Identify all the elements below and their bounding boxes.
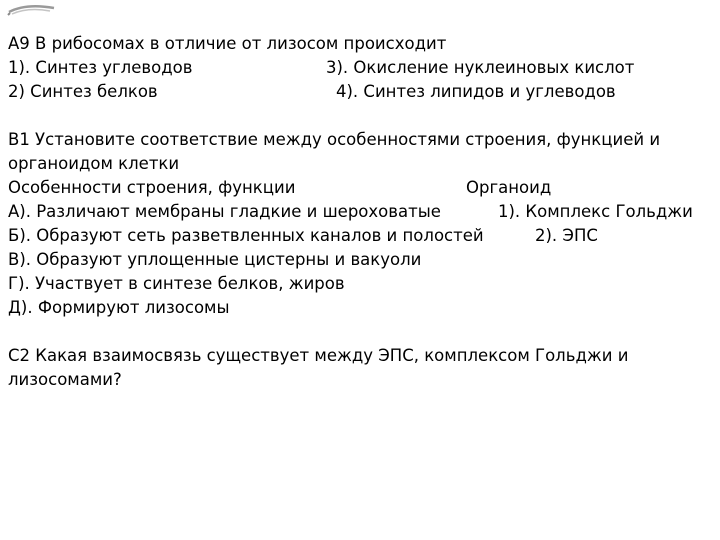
b1-item-g: Г). Участвует в синтезе белков, жиров <box>8 274 345 293</box>
c2-question-line-2: лизосомами? <box>8 370 122 389</box>
a9-option-4: 4). Синтез липидов и углеводов <box>336 82 616 101</box>
b1-organoid-1: 1). Комплекс Гольджи <box>498 202 693 221</box>
a9-option-1: 1). Синтез углеводов <box>8 58 193 77</box>
a9-option-3: 3). Окисление нуклеиновых кислот <box>326 58 635 77</box>
c2-question-line-1: С2 Какая взаимосвязь существует между ЭПС, комплексом Гольджи и <box>8 346 629 365</box>
b1-header-organoid: Органоид <box>466 178 552 197</box>
a9-question: А9 В рибосомах в отличие от лизосом происходит <box>8 34 447 53</box>
logo-swoosh-icon <box>6 2 56 18</box>
b1-question-line-1: В1 Установите соответствие между особенностями строения, функцией и <box>8 130 661 149</box>
b1-item-v: В). Образуют уплощенные цистерны и вакуоли <box>8 250 422 269</box>
b1-header-features: Особенности строения, функции <box>8 178 296 197</box>
b1-item-a: А). Различают мембраны гладкие и шероховатые <box>8 202 441 221</box>
b1-item-b: Б). Образуют сеть разветвленных каналов и полостей <box>8 226 484 245</box>
a9-option-2: 2) Синтез белков <box>8 82 158 101</box>
b1-question-line-2: органоидом клетки <box>8 154 180 173</box>
b1-organoid-2: 2). ЭПС <box>535 226 598 245</box>
b1-item-d: Д). Формируют лизосомы <box>8 298 230 317</box>
